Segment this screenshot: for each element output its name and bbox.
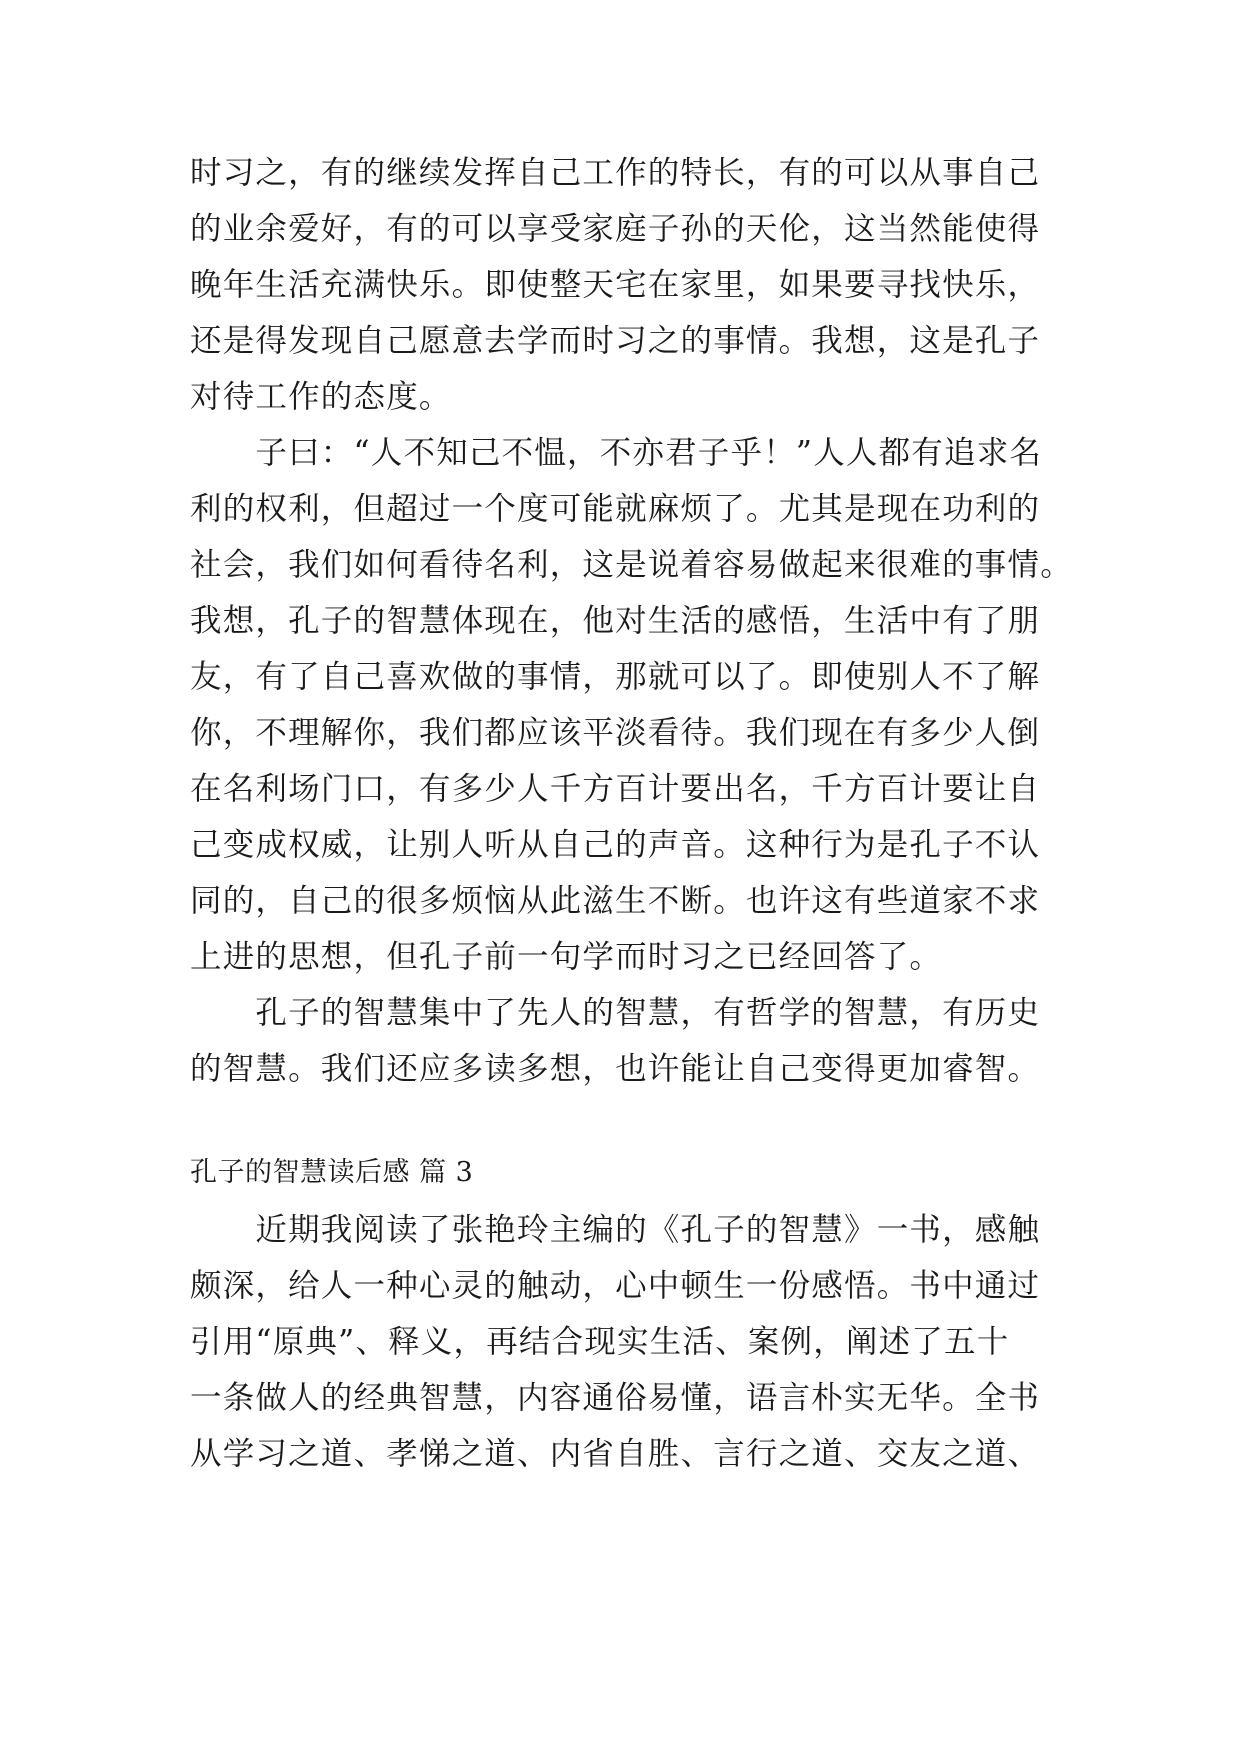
text-line: 时习之，有的继续发挥自己工作的特长，有的可以从事自己 xyxy=(190,155,1041,191)
text-line: 上进的思想，但孔子前一句学而时习之已经回答了。 xyxy=(190,939,943,975)
text-line: 的智慧。我们还应多读多想，也许能让自己变得更加睿智。 xyxy=(190,1051,1041,1087)
text-line: 晚年生活充满快乐。即使整天宅在家里，如果要寻找快乐， xyxy=(190,267,1041,303)
text-line: 还是得发现自己愿意去学而时习之的事情。我想，这是孔子 xyxy=(190,323,1041,359)
text-line: 同的，自己的很多烦恼从此滋生不断。也许这有些道家不求 xyxy=(190,883,1041,919)
text-line: 己变成权威，让别人听从自己的声音。这种行为是孔子不认 xyxy=(190,827,1041,863)
text-line: 从学习之道、孝悌之道、内省自胜、言行之道、交友之道、 xyxy=(190,1436,1041,1472)
text-line: 引用“原典”、释义，再结合现实生活、案例，阐述了五十 xyxy=(190,1324,1010,1360)
text-line: 对待工作的态度。 xyxy=(190,379,452,415)
text-line: 我想，孔子的智慧体现在，他对生活的感悟，生活中有了朋 xyxy=(190,603,1041,639)
text-line: 你，不理解你，我们都应该平淡看待。我们现在有多少人倒 xyxy=(190,715,1041,751)
text-line: 在名利场门口，有多少人千方百计要出名，千方百计要让自 xyxy=(190,771,1041,807)
text-line: 近期我阅读了张艳玲主编的《孔子的智慧》一书，感触 xyxy=(190,1212,1041,1248)
text-line: 友，有了自己喜欢做的事情，那就可以了。即使别人不了解 xyxy=(190,659,1041,695)
text-line: 社会，我们如何看待名利，这是说着容易做起来很难的事情。 xyxy=(190,547,1073,583)
text-line: 一条做人的经典智慧，内容通俗易懂，语言朴实无华。全书 xyxy=(190,1380,1041,1416)
text-line: 颇深，给人一种心灵的触动，心中顿生一份感悟。书中通过 xyxy=(190,1268,1041,1304)
section-heading: 孔子的智慧读后感 篇 3 xyxy=(190,1157,474,1188)
text-line: 利的权利，但超过一个度可能就麻烦了。尤其是现在功利的 xyxy=(190,491,1041,527)
text-line: 子曰：“人不知己不愠，不亦君子乎！”人人都有追求名 xyxy=(190,435,1043,471)
text-line: 孔子的智慧集中了先人的智慧，有哲学的智慧，有历史 xyxy=(190,995,1041,1031)
text-line: 的业余爱好，有的可以享受家庭子孙的天伦，这当然能使得 xyxy=(190,211,1041,247)
